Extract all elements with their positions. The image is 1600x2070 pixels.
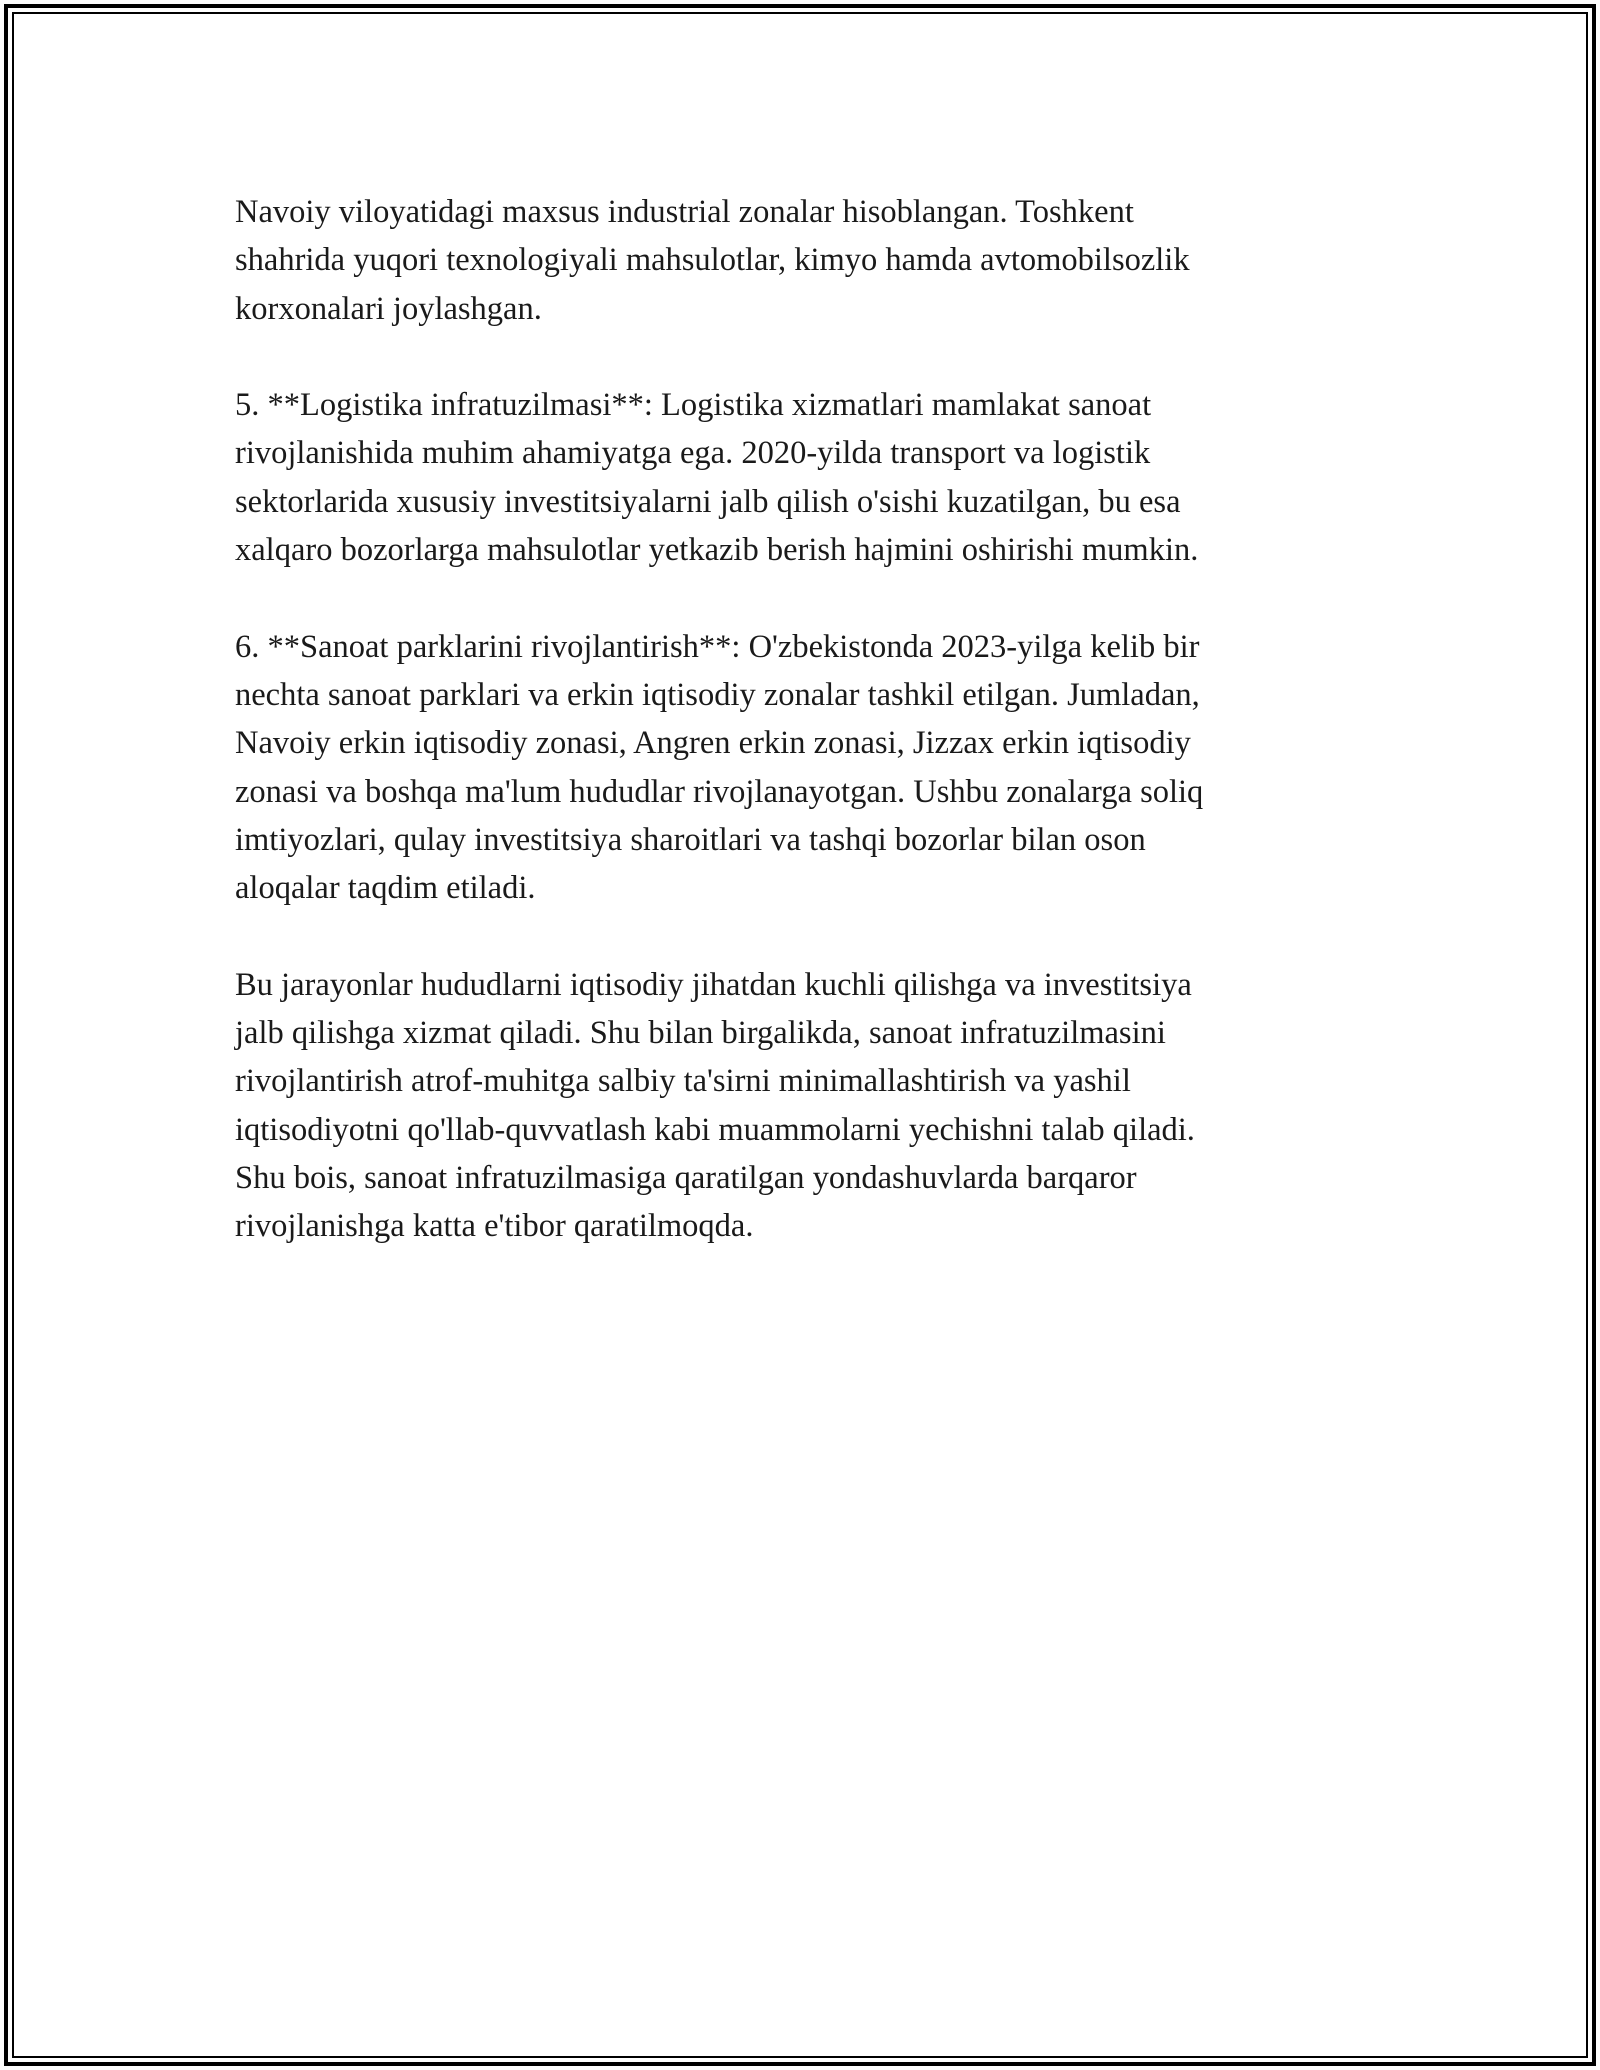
- text-line: Bu jarayonlar hududlarni iqtisodiy jihatdan kuchli qilishga va investitsiya: [235, 966, 1192, 1003]
- text-line: Navoiy erkin iqtisodiy zonasi, Angren erkin zonasi, Jizzax erkin iqtisodiy: [235, 725, 1191, 762]
- document-body: [235, 188, 1355, 1299]
- text-line: imtiyozlari, qulay investitsiya sharoitlari va tashqi bozorlar bilan oson: [235, 821, 1146, 858]
- text-line: 5. **Logistika infratuzilmasi**: Logistika xizmatlari mamlakat sanoat: [235, 387, 1152, 424]
- text-line: 6. **Sanoat parklarini rivojlantirish**: O'zbekistonda 2023-yilga kelib bir: [235, 628, 1200, 665]
- text-line: sektorlarida xususiy investitsiyalarni jalb qilish o'sishi kuzatilgan, bu esa: [235, 483, 1181, 520]
- text-line: shahrida yuqori texnologiyali mahsulotlar, kimyo hamda avtomobilsozlik: [235, 242, 1190, 279]
- text-line: rivojlanishga katta e'tibor qaratilmoqda.: [235, 1208, 754, 1245]
- text-line: jalb qilishga xizmat qiladi. Shu bilan birgalikda, sanoat infratuzilmasini: [235, 1015, 1166, 1052]
- text-line: rivojlantirish atrof-muhitga salbiy ta'sirni minimallashtirish va yashil: [235, 1063, 1131, 1100]
- text-line: Navoiy viloyatidagi maxsus industrial zonalar hisoblangan. Toshkent: [235, 194, 1134, 230]
- text-line: Shu bois, sanoat infratuzilmasiga qaratilgan yondashuvlarda barqaror: [235, 1159, 1137, 1196]
- text-line: rivojlanishida muhim ahamiyatga ega. 2020-yilda transport va logistik: [235, 435, 1151, 472]
- paragraph-logistics: [235, 381, 1355, 574]
- paragraph-conclusion: [235, 961, 1355, 1251]
- text-line: iqtisodiyotni qo'llab-quvvatlash kabi muammolarni yechishni talab qiladi.: [235, 1111, 1195, 1148]
- text-line: korxonalari joylashgan.: [235, 290, 542, 327]
- text-line: aloqalar taqdim etiladi.: [235, 870, 536, 907]
- text-line: nechta sanoat parklari va erkin iqtisodiy zonalar tashkil etilgan. Jumladan,: [235, 676, 1200, 713]
- paragraph-industrial-zones: [235, 188, 1355, 333]
- paragraph-industrial-parks: [235, 623, 1355, 913]
- text-line: zonasi va boshqa ma'lum hududlar rivojlanayotgan. Ushbu zonalarga soliq: [235, 773, 1204, 810]
- text-line: xalqaro bozorlarga mahsulotlar yetkazib berish hajmini oshirishi mumkin.: [235, 532, 1199, 569]
